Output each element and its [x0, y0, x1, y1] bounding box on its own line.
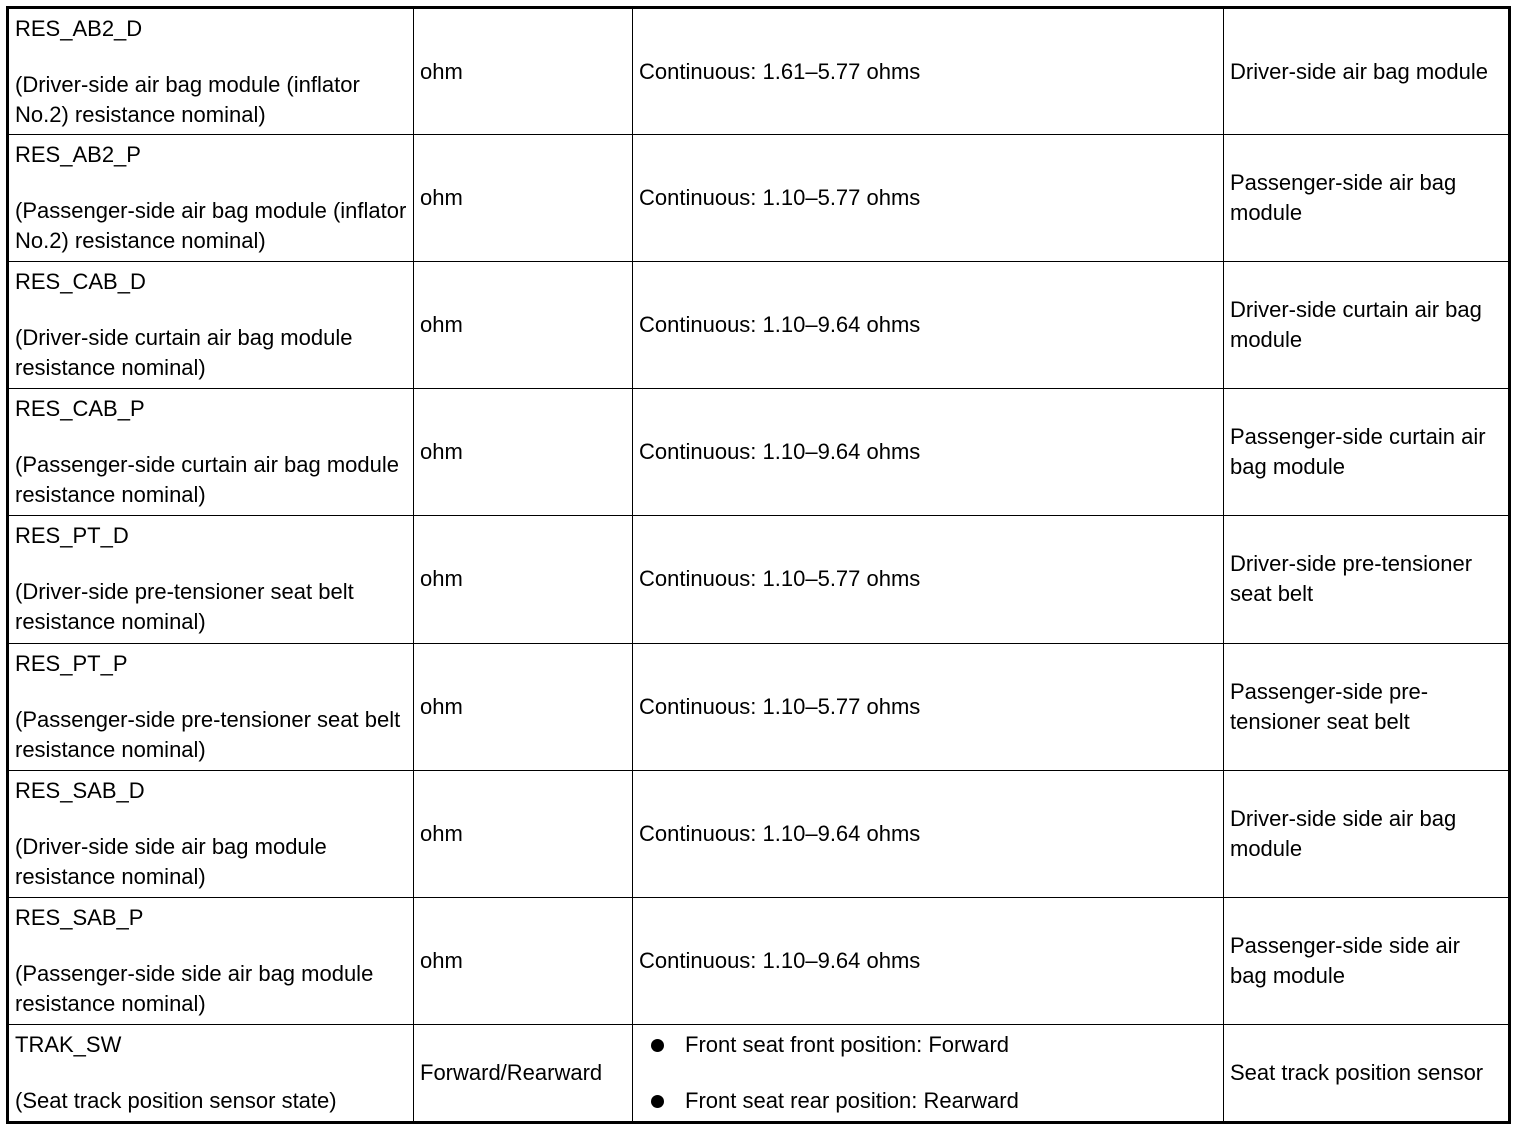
item-cell [8, 135, 414, 262]
item-description: (Seat track position sensor state) [15, 1087, 337, 1113]
unit-cell: ohm [414, 8, 633, 135]
item-description: (Passenger-side air bag module (inflator No.2) resistance nominal) [15, 198, 407, 254]
unit-cell: ohm [414, 389, 633, 516]
item-cell [8, 897, 414, 1024]
data-list-table [6, 6, 1511, 1124]
table-row [8, 8, 1510, 135]
condition-cell: Continuous: 1.10–5.77 ohms [633, 643, 1224, 770]
condition-list [639, 1030, 1217, 1116]
part-cell: Passenger-side pre-tensioner seat belt [1224, 643, 1510, 770]
bullet-icon [651, 1039, 664, 1052]
item-code: RES_PT_D [15, 523, 129, 549]
item-code: RES_CAB_P [15, 396, 145, 422]
item-cell [8, 262, 414, 389]
table-row [8, 643, 1510, 770]
part-cell: Passenger-side side air bag module [1224, 897, 1510, 1024]
part-cell: Seat track position sensor [1224, 1024, 1510, 1122]
item-code: RES_AB2_P [15, 142, 141, 168]
table-row [8, 135, 1510, 262]
unit-cell: Forward/Rearward [414, 1024, 633, 1122]
item-cell [8, 389, 414, 516]
table-row [8, 1024, 1510, 1122]
condition-cell: Continuous: 1.10–5.77 ohms [633, 135, 1224, 262]
unit-cell: ohm [414, 262, 633, 389]
item-code: TRAK_SW [15, 1031, 122, 1057]
condition-cell: Continuous: 1.10–9.64 ohms [633, 897, 1224, 1024]
condition-cell: Continuous: 1.10–9.64 ohms [633, 389, 1224, 516]
part-cell: Driver-side air bag module [1224, 8, 1510, 135]
item-code: RES_PT_P [15, 650, 128, 676]
item-description: (Driver-side pre-tensioner seat belt resistance nominal) [15, 579, 354, 635]
unit-cell: ohm [414, 516, 633, 643]
table-row [8, 897, 1510, 1024]
condition-item [685, 1086, 1217, 1116]
part-cell: Driver-side side air bag module [1224, 770, 1510, 897]
item-cell [8, 1024, 414, 1122]
item-description: (Driver-side air bag module (inflator No.2) resistance nominal) [15, 71, 360, 127]
part-cell: Driver-side pre-tensioner seat belt [1224, 516, 1510, 643]
condition-cell: Continuous: 1.10–5.77 ohms [633, 516, 1224, 643]
part-cell: Driver-side curtain air bag module [1224, 262, 1510, 389]
item-code: RES_AB2_D [15, 15, 143, 41]
unit-cell: ohm [414, 897, 633, 1024]
unit-cell: ohm [414, 135, 633, 262]
table-row [8, 770, 1510, 897]
item-cell [8, 8, 414, 135]
unit-cell: ohm [414, 770, 633, 897]
item-code: RES_SAB_D [15, 777, 145, 803]
item-description: (Passenger-side pre-tensioner seat belt resistance nominal) [15, 706, 401, 762]
condition-item [685, 1030, 1217, 1060]
item-cell [8, 643, 414, 770]
item-description: (Passenger-side side air bag module resistance nominal) [15, 960, 374, 1016]
item-code: RES_CAB_D [15, 269, 146, 295]
condition-cell: Continuous: 1.10–9.64 ohms [633, 770, 1224, 897]
item-code: RES_SAB_P [15, 904, 144, 930]
item-description: (Driver-side side air bag module resistance nominal) [15, 833, 327, 889]
item-cell [8, 516, 414, 643]
condition-cell [633, 1024, 1224, 1122]
part-cell: Passenger-side air bag module [1224, 135, 1510, 262]
unit-cell: ohm [414, 643, 633, 770]
table-row [8, 389, 1510, 516]
part-cell: Passenger-side curtain air bag module [1224, 389, 1510, 516]
condition-text: Front seat front position: Forward [685, 1031, 1010, 1057]
condition-cell: Continuous: 1.61–5.77 ohms [633, 8, 1224, 135]
item-description: (Passenger-side curtain air bag module resistance nominal) [15, 452, 399, 508]
condition-cell: Continuous: 1.10–9.64 ohms [633, 262, 1224, 389]
condition-text: Front seat rear position: Rearward [685, 1087, 1019, 1113]
item-description: (Driver-side curtain air bag module resistance nominal) [15, 325, 353, 381]
bullet-icon [651, 1095, 664, 1108]
table-row [8, 516, 1510, 643]
item-cell [8, 770, 414, 897]
table-row [8, 262, 1510, 389]
